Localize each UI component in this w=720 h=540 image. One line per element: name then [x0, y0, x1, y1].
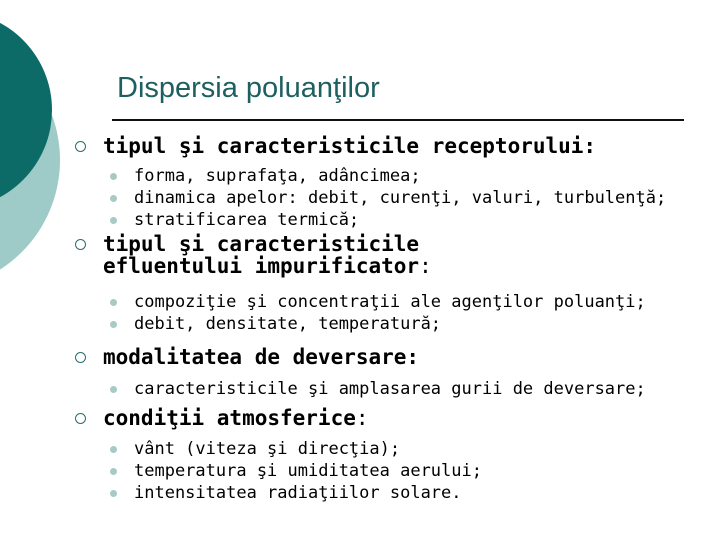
section-efluent — [74, 233, 694, 335]
dot-bullet-icon — [110, 446, 117, 453]
section-heading: condiţii atmosferice: — [74, 407, 694, 429]
section-heading: modalitatea de deversare: — [74, 346, 694, 368]
ring-bullet-icon — [75, 352, 86, 363]
section-atmosferice — [74, 407, 694, 504]
section-heading: tipul şi caracteristicile receptorului: — [74, 135, 694, 157]
dot-bullet-icon — [110, 217, 117, 224]
list-item: caracteristicile şi amplasarea gurii de deversare; — [74, 378, 694, 400]
list-item: dinamica apelor: debit, curenţi, valuri, turbulenţă; — [74, 187, 694, 209]
dot-bullet-icon — [110, 173, 117, 180]
section-deversare — [74, 346, 694, 400]
section-receptor — [74, 135, 694, 231]
dot-bullet-icon — [110, 386, 117, 393]
ring-bullet-icon — [75, 413, 86, 424]
list-item: vânt (viteza şi direcţia); — [74, 438, 694, 460]
sub-list — [74, 378, 694, 400]
dot-bullet-icon — [110, 490, 117, 497]
slide-title: Dispersia poluanţilor — [117, 72, 380, 104]
ring-bullet-icon — [75, 239, 86, 250]
dot-bullet-icon — [110, 299, 117, 306]
bullet-content — [74, 131, 694, 504]
sub-list — [74, 291, 694, 335]
list-item: compoziţie şi concentraţii ale agenţilor poluanţi; — [74, 291, 694, 313]
dot-bullet-icon — [110, 321, 117, 328]
sub-list — [74, 165, 694, 231]
dot-bullet-icon — [110, 195, 117, 202]
section-heading: tipul şi caracteristicile efluentului impurificator: — [74, 233, 523, 277]
decorative-circles — [0, 0, 80, 290]
list-item: intensitatea radiaţiilor solare. — [74, 482, 694, 504]
title-underline — [112, 119, 684, 121]
list-item: forma, suprafaţa, adâncimea; — [74, 165, 694, 187]
dot-bullet-icon — [110, 468, 117, 475]
sub-list — [74, 438, 694, 504]
list-item: stratificarea termică; — [74, 209, 694, 231]
list-item: debit, densitate, temperatură; — [74, 313, 694, 335]
ring-bullet-icon — [75, 141, 86, 152]
list-item: temperatura şi umiditatea aerului; — [74, 460, 694, 482]
